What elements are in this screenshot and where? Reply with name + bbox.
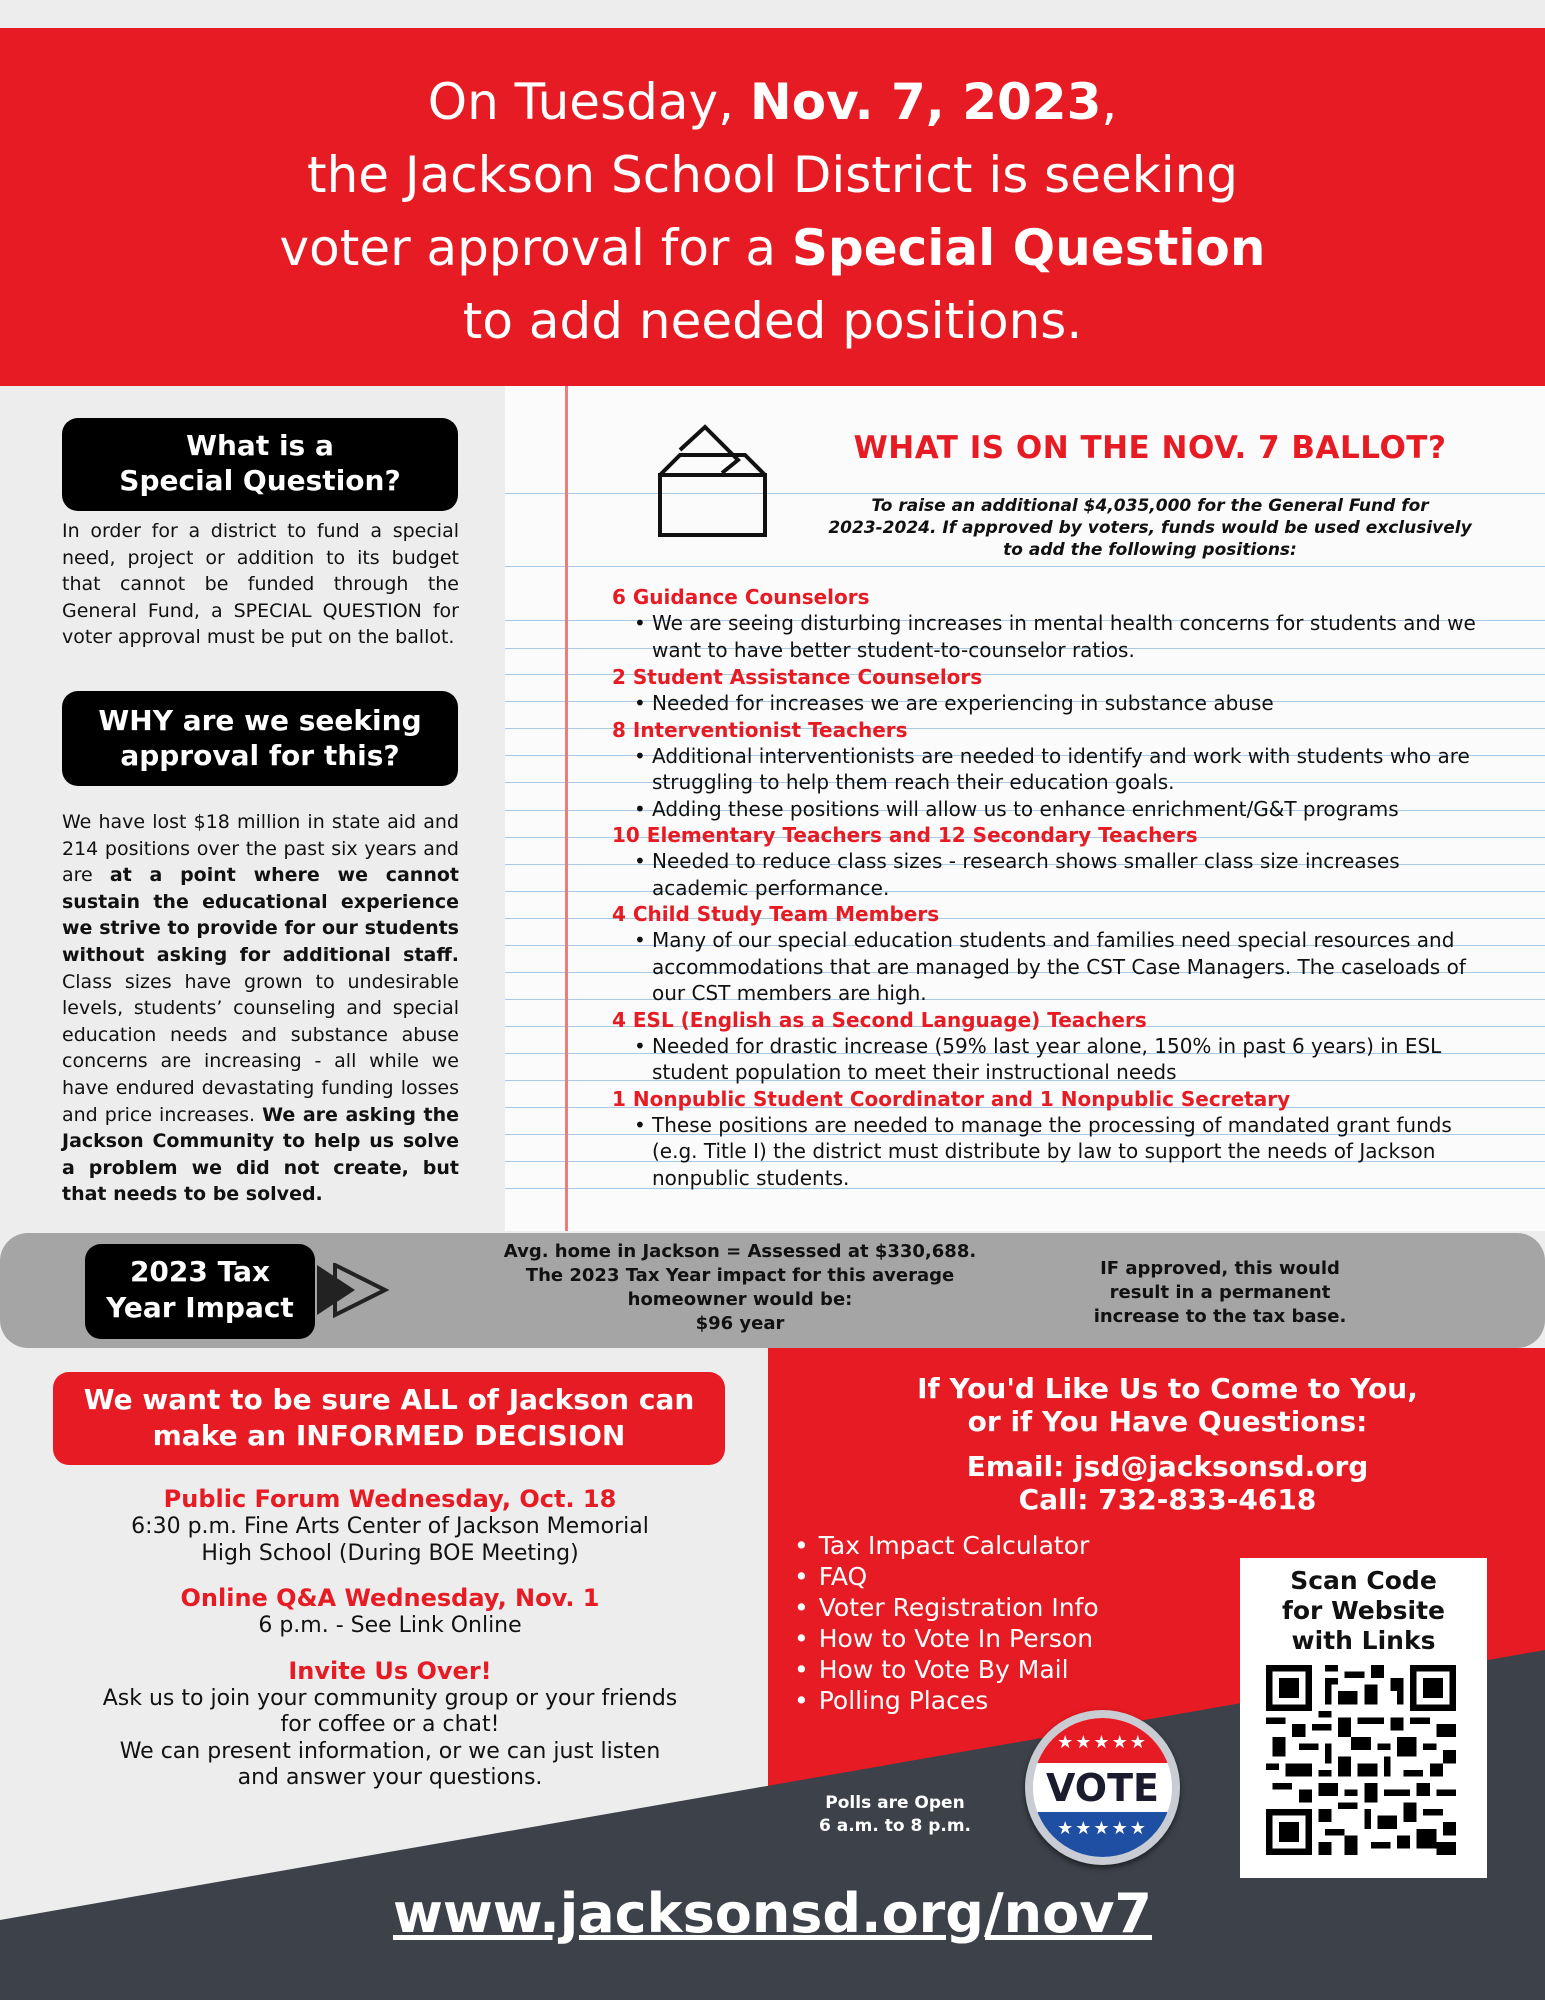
position-bullet: • Needed to reduce class sizes - research shows smaller class size increases academic performance. xyxy=(612,848,1492,901)
positions-list xyxy=(612,584,1492,1191)
footer-website-link[interactable]: www.jacksonsd.org/nov7 xyxy=(392,1882,1152,1945)
qa-title: Online Q&A Wednesday, Nov. 1 xyxy=(180,1584,600,1612)
link-vote-by-mail[interactable]: • How to Vote By Mail xyxy=(794,1654,1234,1685)
headline-line-1: On Tuesday, Nov. 7, 2023, xyxy=(427,73,1118,131)
contact-phone[interactable]: Call: 732-833-4618 xyxy=(1018,1483,1317,1516)
position-bullet: • Additional interventionists are needed to identify and work with students who are struggling to help them reach their education goals. xyxy=(612,743,1492,796)
header-banner xyxy=(0,28,1545,386)
tax-impact-details: Avg. home in Jackson = Assessed at $330,688. The 2023 Tax Year impact for this average homeowner would be: $96 year xyxy=(503,1241,977,1334)
position-bullet: • Needed for drastic increase (59% last year alone, 150% in past 6 years) in ESL student population to meet their instructional needs xyxy=(612,1033,1492,1086)
headline-line-4: to add needed positions. xyxy=(462,292,1083,350)
qr-code-icon[interactable] xyxy=(1266,1665,1456,1855)
why-seeking-text: We have lost $18 million in state aid and 214 positions over the past six years and are at a point where we cannot sustain the educational experience we strive to provide for our students without asking for additional staff. Class sizes have grown to undesirable levels, students’ counseling and special education needs and substance abuse concerns are increasing - all while we have endured devastating funding losses and price increases. We are asking the Jackson Community to help us solve a problem we did not create, but that needs to be solved. xyxy=(62,811,459,1206)
arrow-right-icon xyxy=(315,1263,390,1318)
ballot-title: WHAT IS ON THE NOV. 7 BALLOT? xyxy=(853,430,1447,466)
position-title: 4 ESL (English as a Second Language) Teachers xyxy=(612,1007,1147,1032)
tax-permanent-note: IF approved, this would result in a permanent increase to the tax base. xyxy=(1093,1258,1347,1327)
vote-badge-text: VOTE xyxy=(1046,1766,1159,1810)
position-title: 8 Interventionist Teachers xyxy=(612,717,908,742)
contact-email[interactable]: Email: jsd@jacksonsd.org xyxy=(966,1450,1369,1483)
polls-hours: Polls are Open 6 a.m. to 8 p.m. xyxy=(818,1793,972,1836)
why-seeking-approval-heading: WHY are we seeking approval for this? xyxy=(62,691,458,786)
position-bullet: • Needed for increases we are experiencing in substance abuse xyxy=(612,690,1492,717)
link-vote-in-person[interactable]: • How to Vote In Person xyxy=(794,1623,1234,1654)
qr-card xyxy=(1240,1558,1487,1878)
vote-badge xyxy=(1025,1710,1180,1865)
tax-impact-label: 2023 Tax Year Impact xyxy=(85,1244,315,1339)
link-faq[interactable]: • FAQ xyxy=(794,1561,1234,1592)
position-bullet: • These positions are needed to manage the processing of mandated grant funds (e.g. Title I) the district must distribute by law to support the needs of Jackson nonpublic students. xyxy=(612,1112,1492,1192)
position-title: 10 Elementary Teachers and 12 Secondary Teachers xyxy=(612,823,1198,847)
forum-title: Public Forum Wednesday, Oct. 18 xyxy=(163,1485,617,1513)
link-tax-calculator[interactable]: • Tax Impact Calculator xyxy=(794,1530,1234,1561)
ballot-box-icon xyxy=(650,415,775,540)
position-title: 4 Child Study Team Members xyxy=(612,902,940,926)
events-info: Public Forum Wednesday, Oct. 18 6:30 p.m. Fine Arts Center of Jackson Memorial High School (During BOE Meeting) Online Q&A Wednesday, Nov. 1 6 p.m. - See Link Online Invite Us Over! Ask us to join your community group or your friends for coffee or a chat! We can present information, or we can just listen and answer your questions. xyxy=(40,1484,740,1792)
position-bullet: • Many of our special education students and families need special resources and accommodations that are managed by the CST Case Managers. The caseloads of our CST members are high. xyxy=(612,927,1492,1007)
star-row-icon: ★★★★★ xyxy=(1033,1812,1172,1857)
position-title: 6 Guidance Counselors xyxy=(612,585,870,609)
informed-decision-banner: We want to be sure ALL of Jackson can make an INFORMED DECISION xyxy=(53,1372,725,1465)
position-bullet: • We are seeing disturbing increases in mental health concerns for students and we want to have better student-to-counselor ratios. xyxy=(612,610,1492,663)
headline-line-2: the Jackson School District is seeking xyxy=(306,146,1239,204)
website-links-list xyxy=(794,1530,1234,1716)
position-bullet: • Adding these positions will allow us to enhance enrichment/G&T programs xyxy=(612,796,1492,823)
link-voter-registration[interactable]: • Voter Registration Info xyxy=(794,1592,1234,1623)
contact-heading: If You'd Like Us to Come to You, or if You Have Questions: Email: jsd@jacksonsd.org Call: 732-833-4618 xyxy=(800,1372,1535,1516)
special-question-text: In order for a district to fund a special need, project or addition to its budget that cannot be funded through the General Fund, a SPECIAL QUESTION for voter approval must be put on the ballot. xyxy=(62,520,459,649)
position-title: 1 Nonpublic Student Coordinator and 1 Nonpublic Secretary xyxy=(612,1086,1291,1111)
what-is-special-question-heading: What is a Special Question? xyxy=(62,418,458,511)
ballot-intro: To raise an additional $4,035,000 for the General Fund for 2023-2024. If approved by voters, funds would be used exclusively to add the following positions: xyxy=(828,496,1472,560)
link-polling-places[interactable]: • Polling Places xyxy=(794,1685,1234,1716)
position-title: 2 Student Assistance Counselors xyxy=(612,665,983,689)
qr-caption: Scan Code for Website with Links xyxy=(1282,1566,1445,1655)
notebook-margin-line xyxy=(565,386,568,1231)
invite-title: Invite Us Over! xyxy=(288,1656,492,1685)
star-row-icon: ★★★★★ xyxy=(1033,1718,1172,1763)
headline-line-3: voter approval for a Special Question xyxy=(279,219,1266,277)
